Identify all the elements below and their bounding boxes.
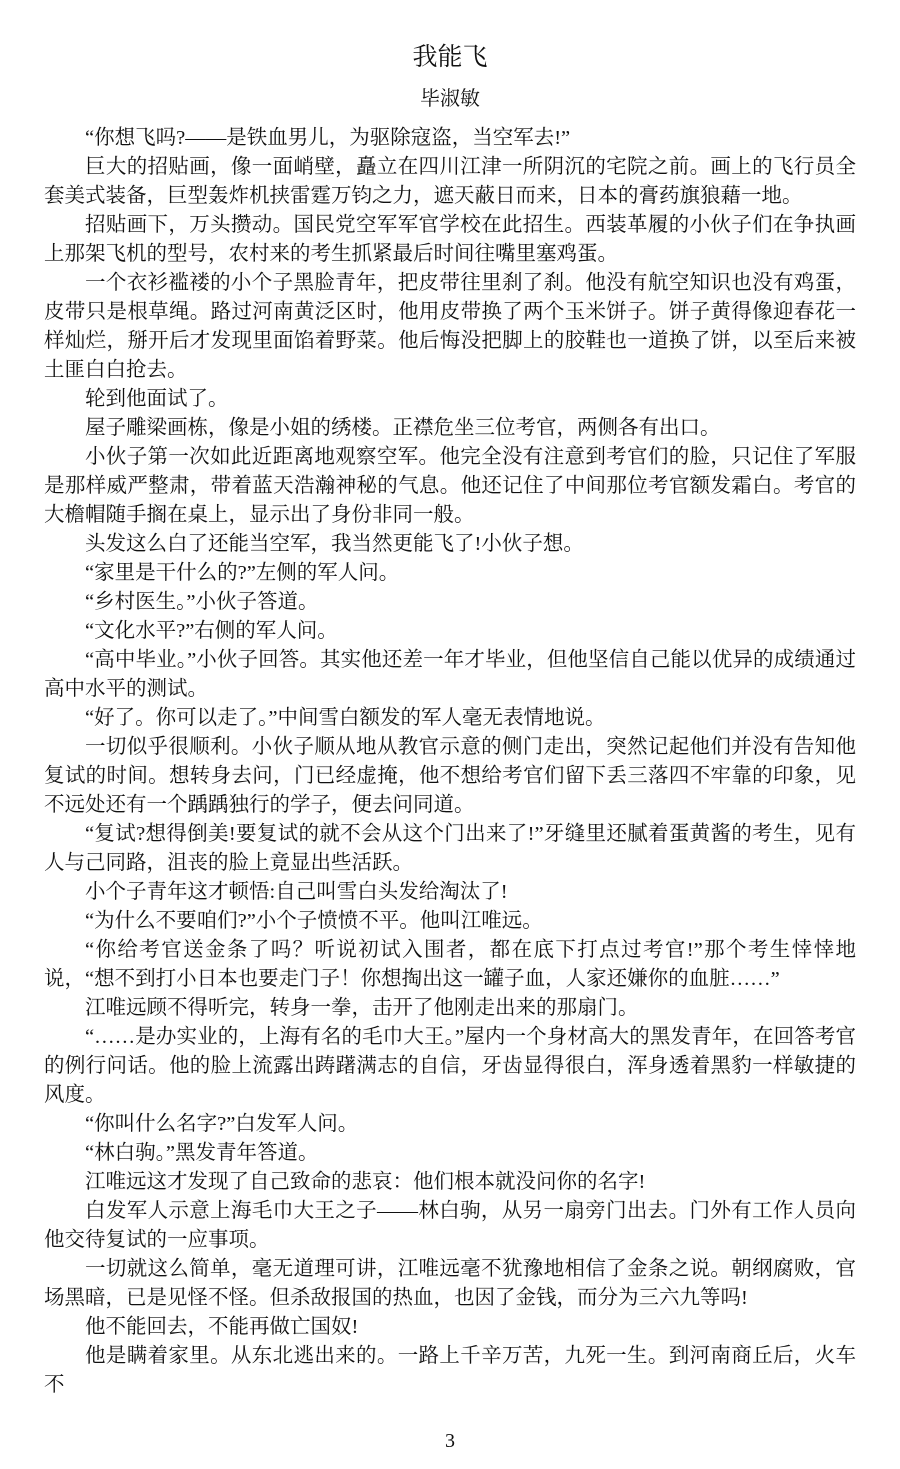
paragraph: 一切似乎很顺利。小伙子顺从地从教官示意的侧门走出，突然记起他们并没有告知他复试的时间。想转身去问，门已经虚掩，他不想给考官们留下丢三落四不牢靠的印象，见不远处还有一个踽踽独行的学子，便去问同道。	[44, 736, 856, 817]
page-number: 3	[445, 1430, 455, 1452]
body-text	[44, 124, 856, 1400]
paragraph: 一切就这么简单，毫无道理可讲，江唯远毫不犹豫地相信了金条之说。朝纲腐败，官场黑暗，已是见怪不怪。但杀敌报国的热血，也因了金钱，而分为三六九等吗!	[44, 1258, 856, 1310]
paragraph: 头发这么白了还能当空军，我当然更能飞了!小伙子想。	[85, 533, 584, 556]
paragraph: “好了。你可以走了。”中间雪白额发的军人毫无表情地说。	[85, 707, 606, 730]
paragraph: “高中毕业。”小伙子回答。其实他还差一年才毕业，但他坚信自己能以优异的成绩通过高中水平的测试。	[44, 649, 856, 701]
paragraph: “林白驹。”黑发青年答道。	[85, 1142, 319, 1165]
paragraph: 江唯远顾不得听完，转身一拳，击开了他刚走出来的那扇门。	[85, 997, 639, 1020]
paragraph: “……是办实业的，上海有名的毛巾大王。”屋内一个身材高大的黑发青年，在回答考官的例行问话。他的脸上流露出踌躇满志的自信，牙齿显得很白，浑身透着黑豹一样敏捷的风度。	[44, 1026, 856, 1107]
page-title: 我能飞	[412, 44, 488, 71]
paragraph: 轮到他面试了。	[85, 388, 229, 411]
paragraph: 巨大的招贴画，像一面峭壁，矗立在四川江津一所阴沉的宅院之前。画上的飞行员全套美式装备，巨型轰炸机挟雷霆万钧之力，遮天蔽日而来，日本的膏药旗狼藉一地。	[44, 156, 856, 208]
paragraph: 一个衣衫褴褛的小个子黑脸青年，把皮带往里刹了刹。他没有航空知识也没有鸡蛋，皮带只是根草绳。路过河南黄泛区时，他用皮带换了两个玉米饼子。饼子黄得像迎春花一样灿烂，掰开后才发现里面馅着野菜。他后悔没把脚上的胶鞋也一道换了饼，以至后来被土匪白白抢去。	[44, 272, 856, 382]
paragraph: 招贴画下，万头攒动。国民党空军军官学校在此招生。西装革履的小伙子们在争执画上那架飞机的型号，农村来的考生抓紧最后时间往嘴里塞鸡蛋。	[44, 214, 856, 266]
paragraph: “家里是干什么的?”左侧的军人问。	[85, 562, 400, 585]
paragraph: “你想飞吗?——是铁血男儿，为驱除寇盗，当空军去!”	[85, 127, 571, 150]
paragraph: “复试?想得倒美!要复试的就不会从这个门出来了!”牙缝里还腻着蛋黄酱的考生，见有人与己同路，沮丧的脸上竟显出些活跃。	[44, 823, 856, 875]
paragraph: 屋子雕梁画栋，像是小姐的绣楼。正襟危坐三位考官，两侧各有出口。	[85, 417, 721, 440]
paragraph: “为什么不要咱们?”小个子愤愤不平。他叫江唯远。	[85, 910, 543, 933]
page-content	[44, 0, 856, 1400]
author-name: 毕淑敏	[420, 88, 480, 111]
paragraph: “你给考官送金条了吗？听说初试入围者，都在底下打点过考官!”那个考生悻悻地说，“想不到打小日本也要走门子！你想掏出这一罐子血，人家还嫌你的血脏……”	[44, 939, 856, 991]
paragraph: “文化水平?”右侧的军人问。	[85, 620, 338, 643]
paragraph: 他是瞒着家里。从东北逃出来的。一路上千辛万苦，九死一生。到河南商丘后，火车不	[44, 1345, 856, 1397]
paragraph: “你叫什么名字?”白发军人问。	[85, 1113, 359, 1136]
paragraph: 小个子青年这才顿悟:自己叫雪白头发给淘汰了!	[85, 881, 508, 904]
paragraph: “乡村医生。”小伙子答道。	[85, 591, 319, 614]
paragraph: 白发军人示意上海毛巾大王之子——林白驹，从另一扇旁门出去。门外有工作人员向他交待复试的一应事项。	[44, 1200, 856, 1252]
paragraph: 他不能回去，不能再做亡国奴!	[85, 1316, 359, 1339]
paragraph: 小伙子第一次如此近距离地观察空军。他完全没有注意到考官们的脸，只记住了军服是那样威严整肃，带着蓝天浩瀚神秘的气息。他还记住了中间那位考官额发霜白。考官的大檐帽随手搁在桌上，显示出了身份非同一般。	[44, 446, 856, 527]
paragraph: 江唯远这才发现了自己致命的悲哀：他们根本就没问你的名字!	[85, 1171, 646, 1194]
